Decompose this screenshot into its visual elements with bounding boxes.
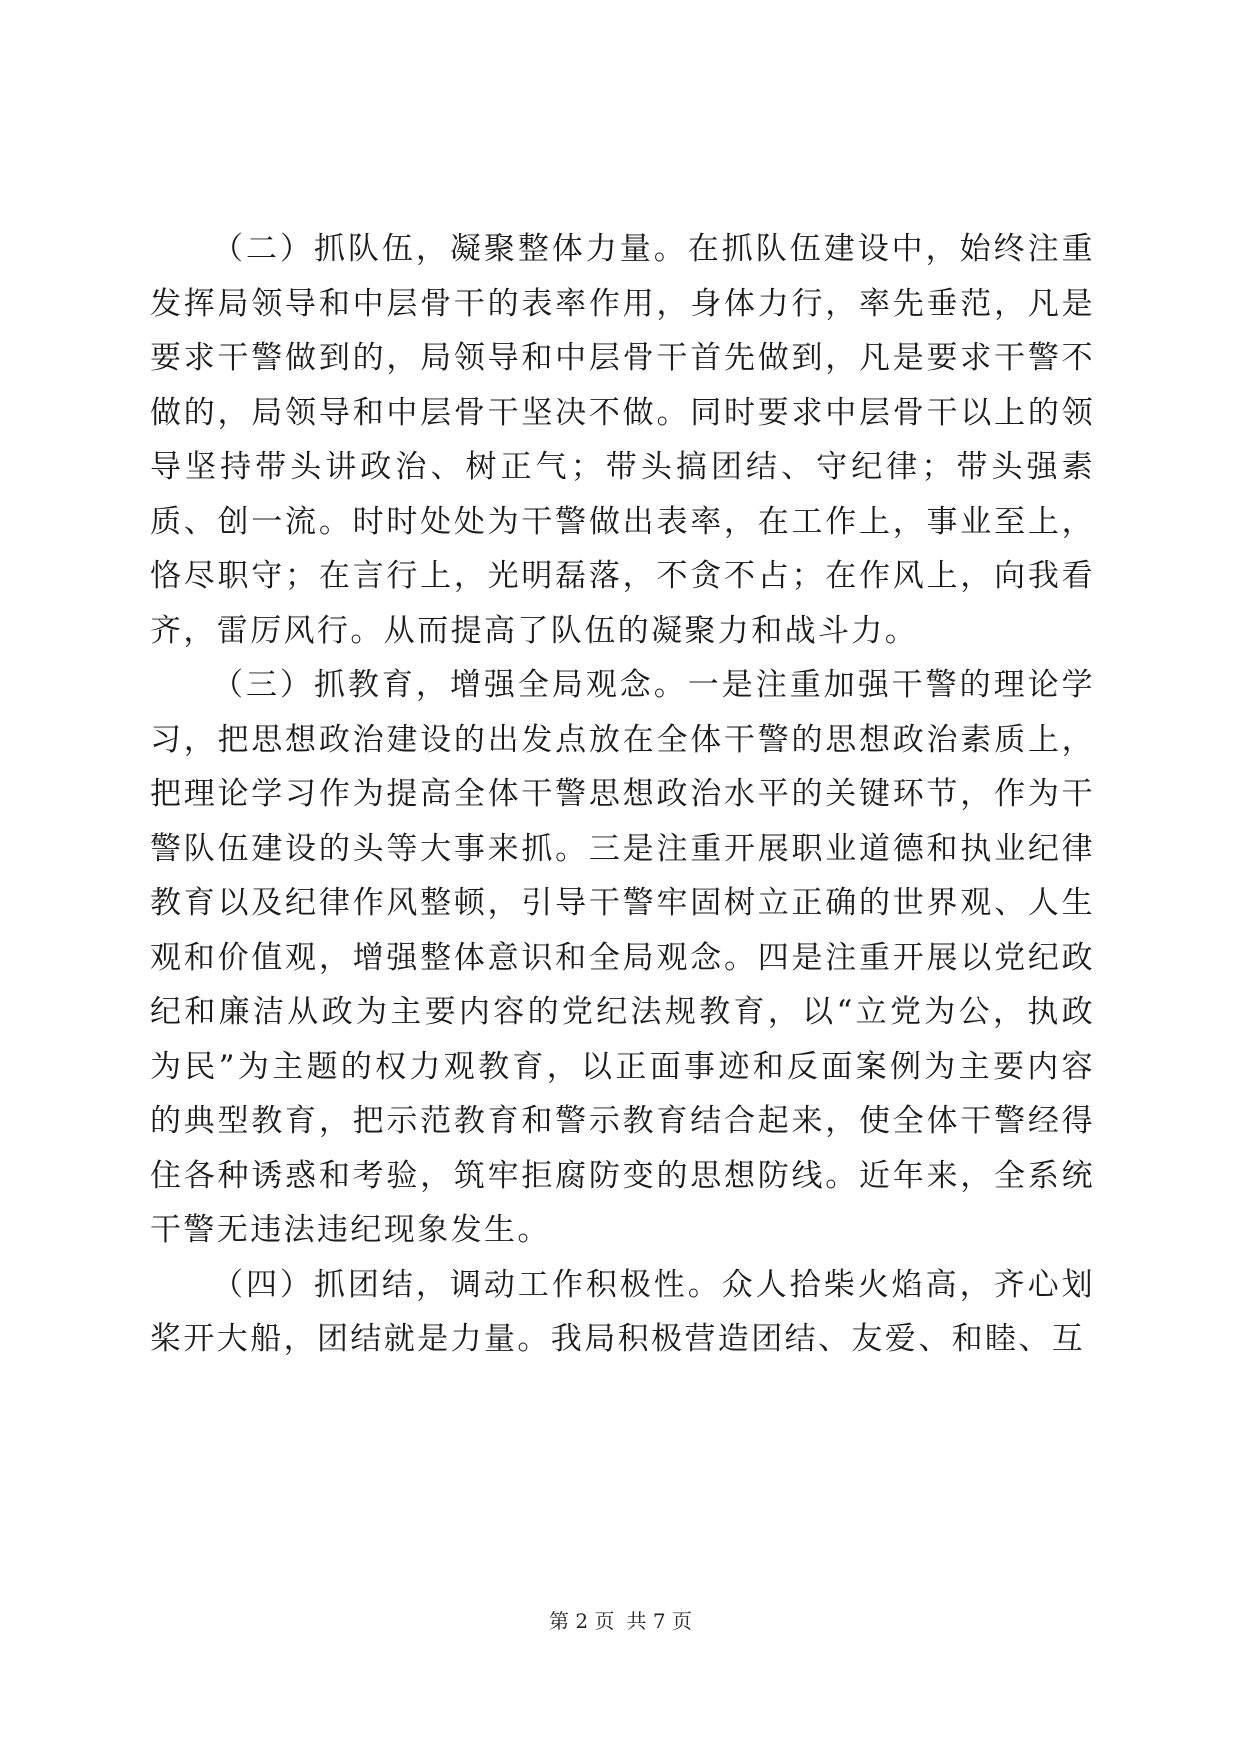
paragraph-section-3: （三）抓教育，增强全局观念。一是注重加强干警的理论学习，把思想政治建设的出发点放在全体干警的思想政治素质上，把理论学习作为提高全体干警思想政治水平的关键环节，作为干警队伍建设的头等大事来抓。三是注重开展职业道德和执业纪律教育以及纪律作风整顿，引导干警牢固树立正确的世界观、人生观和价值观，增强整体意识和全局观念。四是注重开展以党纪政纪和廉洁从政为主要内容的党纪法规教育，以“立党为公，执政为民”为主题的权力观教育，以正面事迹和反面案例为主要内容的典型教育，把示范教育和警示教育结合起来，使全体干警经得住各种诱惑和考验，筑牢拒腐防变的思想防线。近年来，全系统干警无违法违纪现象发生。 bbox=[150, 667, 1095, 1248]
page-footer bbox=[0, 1608, 1241, 1634]
paragraph-section-4: （四）抓团结，调动工作积极性。众人拾柴火焰高，齐心划桨开大船，团结就是力量。我局积极营造团结、友爱、和睦、互 bbox=[150, 1266, 1095, 1357]
page-total: 共 7 页 bbox=[626, 1609, 692, 1633]
body-text bbox=[150, 222, 1095, 1367]
paragraph-section-2: （二）抓队伍，凝聚整体力量。在抓队伍建设中，始终注重发挥局领导和中层骨干的表率作用，身体力行，率先垂范，凡是要求干警做到的，局领导和中层骨干首先做到，凡是要求干警不做的，局领导和中层骨干坚决不做。同时要求中层骨干以上的领导坚持带头讲政治、树正气；带头搞团结、守纪律；带头强素质、创一流。时时处处为干警做出表率，在工作上，事业至上，恪尽职守；在言行上，光明磊落，不贪不占；在作风上，向我看齐，雷厉风行。从而提高了队伍的凝聚力和战斗力。 bbox=[150, 231, 1095, 649]
page-number: 第 2 页 bbox=[549, 1609, 615, 1633]
